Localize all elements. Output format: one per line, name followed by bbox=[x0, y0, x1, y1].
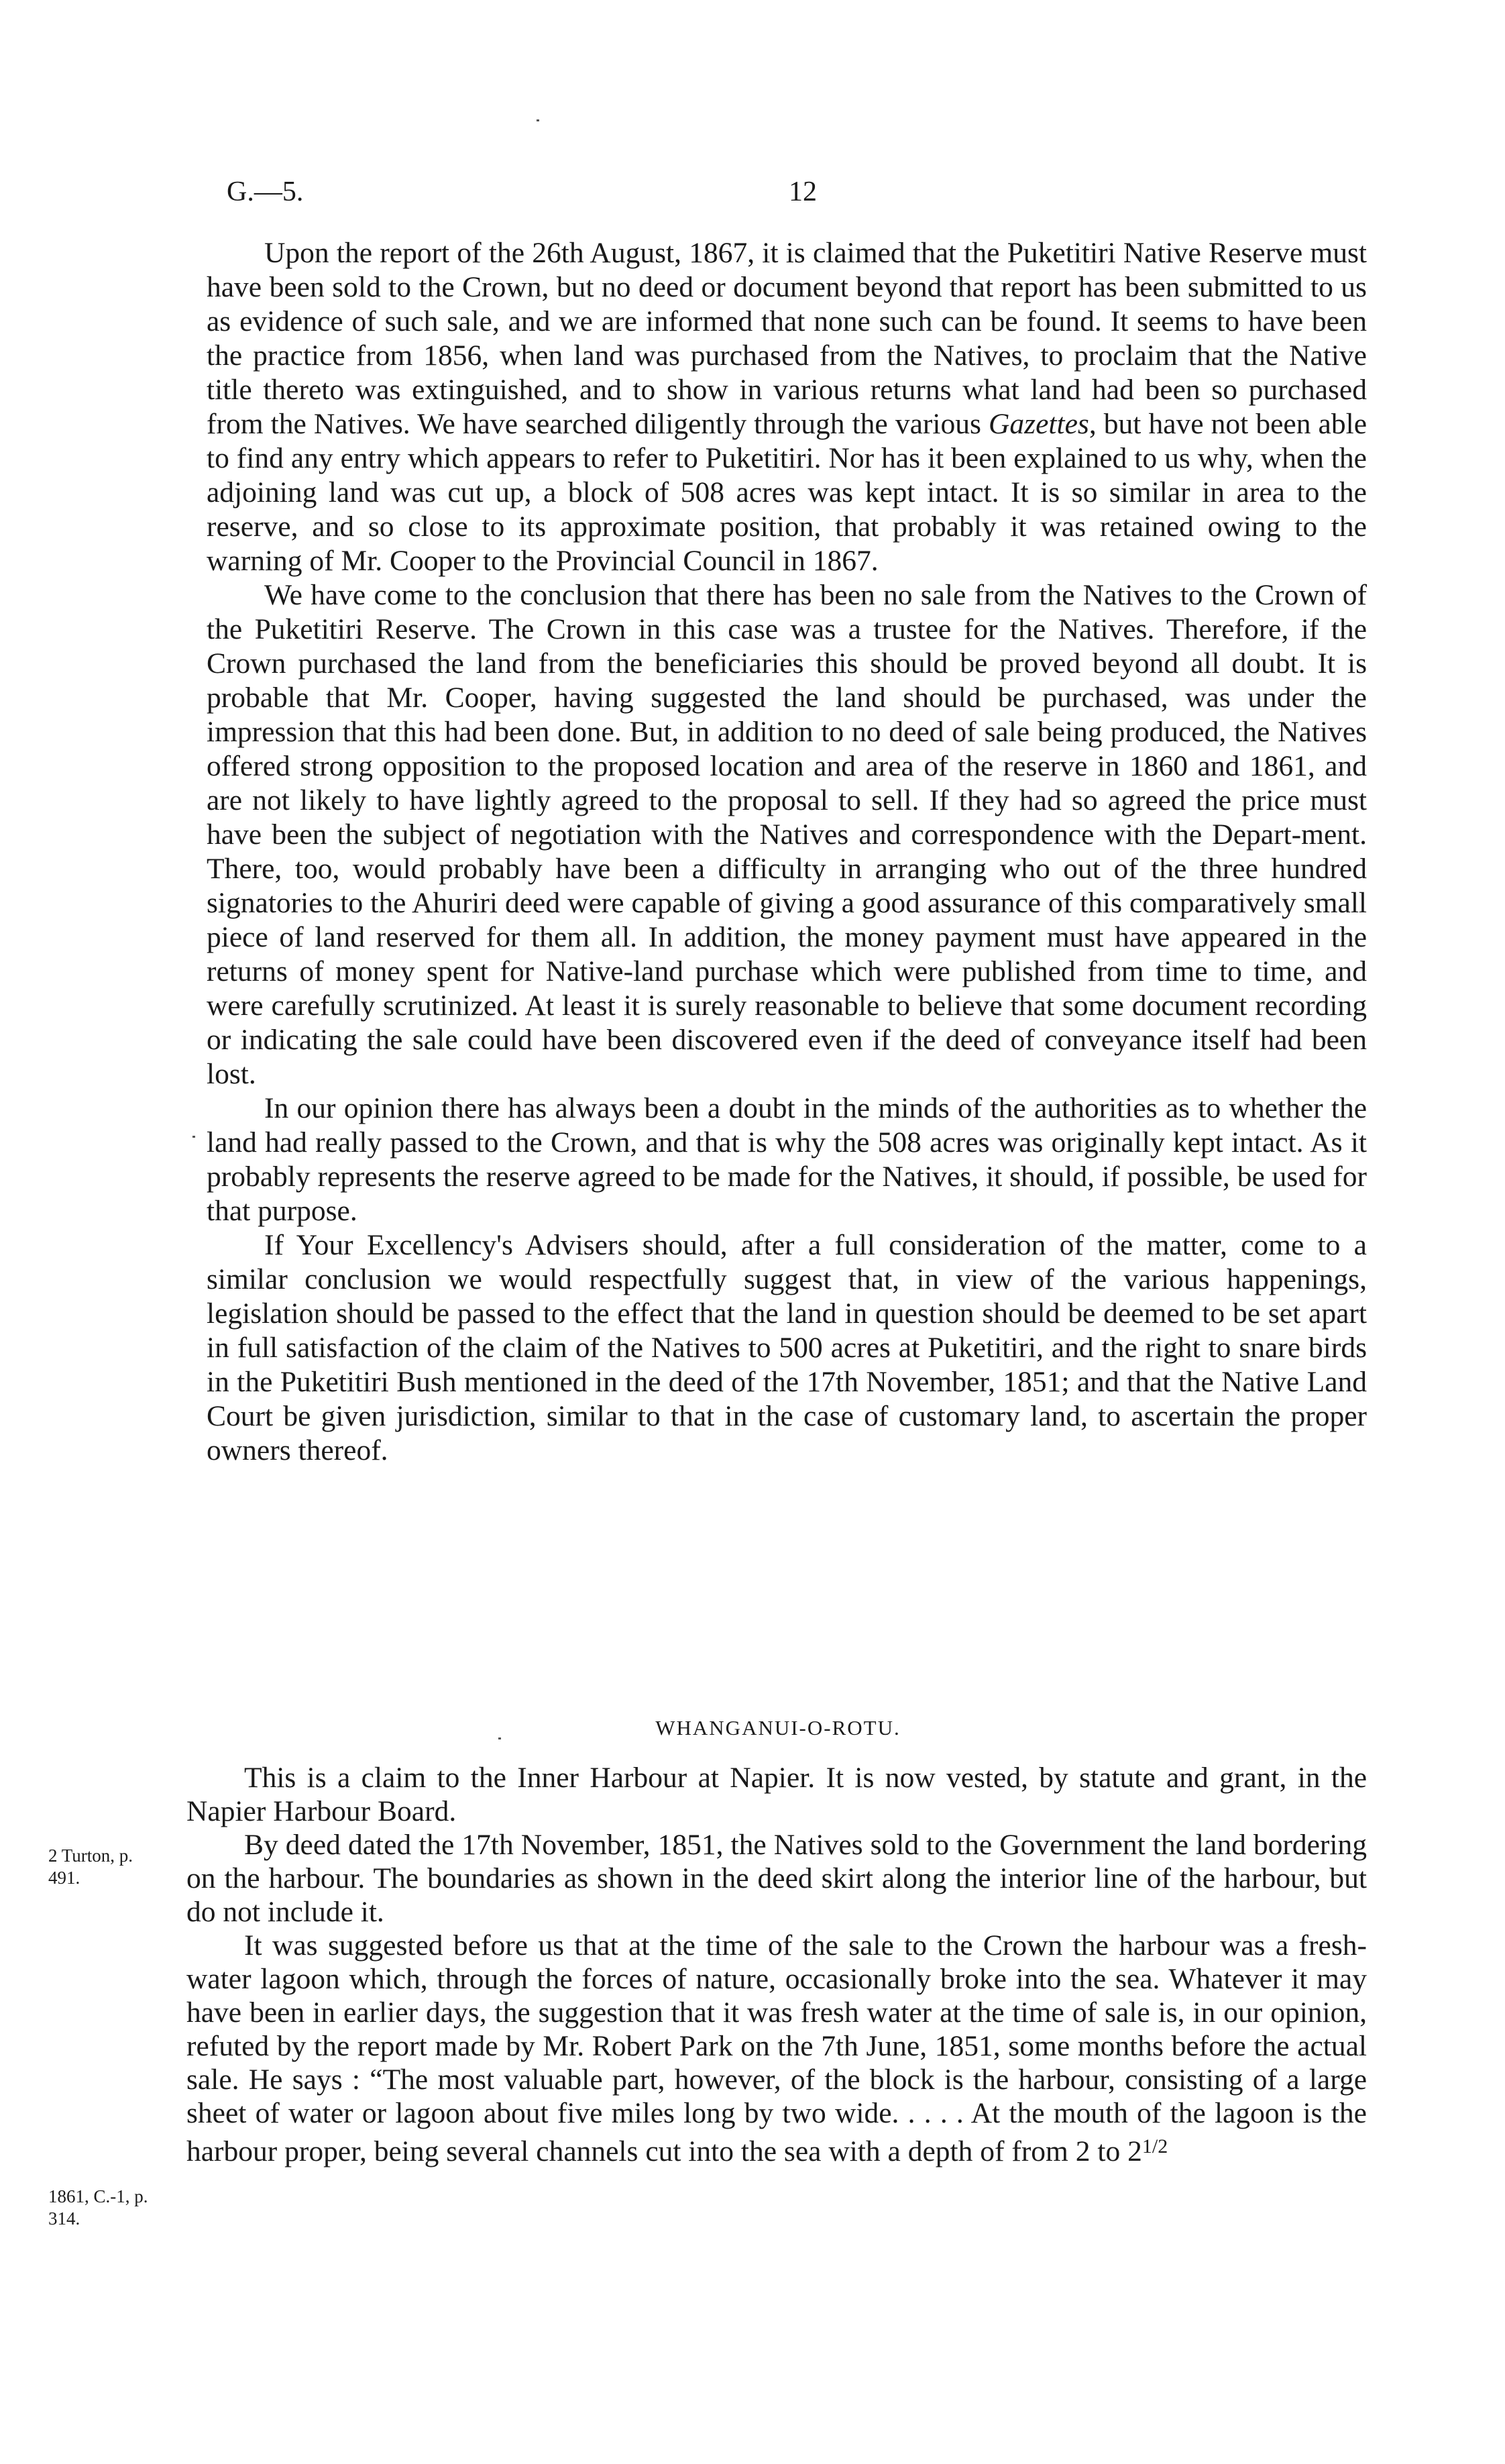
gazettes-italic: Gazettes bbox=[989, 408, 1089, 440]
margin-note-c1: 1861, C.-1, p. 314. bbox=[48, 2186, 148, 2229]
page-header bbox=[227, 176, 1367, 216]
scan-speck bbox=[498, 1737, 501, 1739]
paragraph-1-text-a: Upon the report of the 26th August, 1867, it is claimed that the Puketitiri Native Reserve must have been sold to the Crown, but no deed or document beyond that report has been submitted to us as evidence of such sale, and we are informed that none such can be found. It seems to have been the practice from 1856, when land was purchased from the Natives, to proclaim that the Native title thereto was extinguished, and to show in various returns what land had been so purchased from the Natives. We have searched diligently through the various bbox=[207, 237, 1367, 440]
body-text bbox=[207, 236, 1367, 1468]
ellipsis-dots: . . . . bbox=[907, 2097, 964, 2129]
fraction-half: 1/2 bbox=[1141, 2135, 1168, 2157]
section-text bbox=[186, 1761, 1367, 2168]
section-paragraph-2: By deed dated the 17th November, 1851, the Natives sold to the Government the land bordering on the harbour. The boundaries as shown in the deed skirt along the interior line of the harbour, but do not include it. bbox=[186, 1829, 1367, 1928]
scan-speck bbox=[192, 1136, 195, 1138]
paragraph-4: If Your Excellency's Advisers should, after a full consideration of the matter, come to a similar conclusion we would respectfully suggest that, in view of the various happenings, legislation should be passed to the effect that the land in question should be deemed to be set apart in full satisfaction of the claim of the Natives to 500 acres at Puketitiri, and the right to snare birds in the Puketitiri Bush mentioned in the deed of the 17th November, 1851; and that the Native Land Court be given jurisdiction, similar to that in the case of customary land, to ascertain the proper owners thereof. bbox=[207, 1229, 1367, 1466]
paragraph-1 bbox=[207, 236, 1367, 578]
margin-note-turton: 2 Turton, p. 491. bbox=[48, 1845, 133, 1888]
document-reference: G.—5. bbox=[227, 176, 304, 207]
page-number: 12 bbox=[789, 176, 817, 207]
section-paragraph-3-text: It was suggested before us that at the time of the sale to the Crown the harbour was a fresh-water lagoon which, through the forces of nature, occasionally broke into the sea. Whatever it may have been in earlier days, the suggestion that it was fresh water at the time of sale is, in our opinion, refuted by the report made by Mr. Robert Park on the 7th June, 1851, some months before the actual sale. He says : “The most valuable part, however, of the block is the harbour, consisting of a large sheet of water or lagoon about five miles long by two wide. bbox=[186, 1929, 1367, 2129]
section-paragraph-3-tail: At the mouth of the lagoon is the harbour proper, being several channels cut into the sea with a depth of from 2 to 2 bbox=[186, 2097, 1367, 2167]
section-paragraph-3 bbox=[186, 1929, 1367, 2168]
paragraph-2: We have come to the conclusion that there has been no sale from the Natives to the Crown of the Puketitiri Reserve. The Crown in this case was a trustee for the Natives. Therefore, if the Crown purchased the land from the beneficiaries this should be proved beyond all doubt. It is probable that Mr. Cooper, having suggested the land should be purchased, was under the impression that this had been done. But, in addition to no deed of sale being produced, the Natives offered strong opposition to the proposed location and area of the reserve in 1860 and 1861, and are not likely to have lightly agreed to the proposal to sell. If they had so agreed the price must have been the subject of negotiation with the Natives and correspondence with the Depart-ment. There, too, would probably have been a difficulty in arranging who out of the three hundred signatories to the Ahuriri deed were capable of giving a good assurance of this comparatively small piece of land reserved for them all. In addition, the money payment must have appeared in the returns of money spent for Native-land purchase which were published from time to time, and were carefully scrutinized. At least it is surely reasonable to believe that some document recording or indicating the sale could have been discovered even if the deed of conveyance itself had been lost. bbox=[207, 579, 1367, 1090]
paragraph-1-text-b: , but have not been able to find any entry which appears to refer to Puketitiri. Nor has it been explained to us why, when the adjoining land was cut up, a block of 508 acres was kept intact. It is so similar in area to the reserve, and so close to its approximate position, that probably it was retained owing to the warning of Mr. Cooper to the Provincial Council in 1867. bbox=[207, 408, 1367, 577]
section-heading: WHANGANUI-O-ROTU. bbox=[655, 1716, 901, 1739]
scan-speck bbox=[537, 119, 539, 121]
section-paragraph-1: This is a claim to the Inner Harbour at Napier. It is now vested, by statute and grant, in the Napier Harbour Board. bbox=[186, 1762, 1367, 1827]
paragraph-3: In our opinion there has always been a doubt in the minds of the authorities as to whether the land had really passed to the Crown, and that is why the 508 acres was originally kept intact. As it probably represents the reserve agreed to be made for the Natives, it should, if possible, be used for that purpose. bbox=[207, 1092, 1367, 1227]
